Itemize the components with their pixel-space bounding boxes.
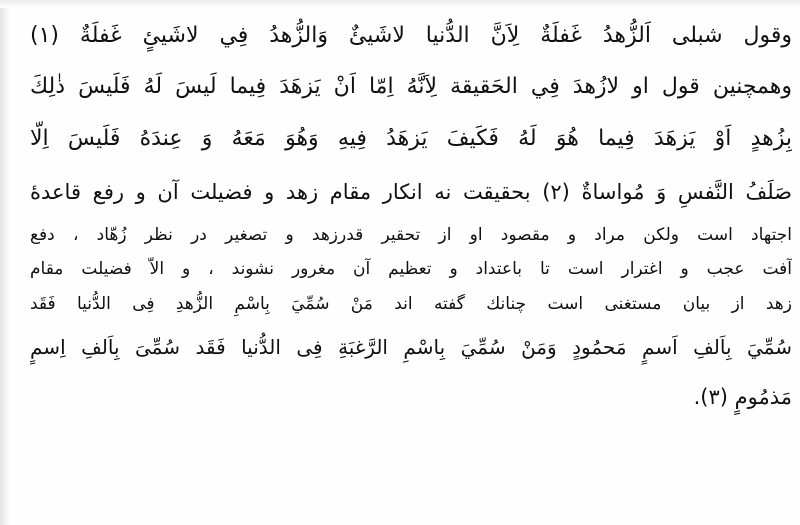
page-left-shadow bbox=[0, 0, 10, 525]
text-line-7: زهد از بيان مستغنى است چنانك گفته اند مَنْ سُمِّيَ بِاسْمِ الزُّهدِ فِى الدُّنيا فَقَد bbox=[30, 294, 792, 314]
text-line-4: صَلَفُ النَّفسِ وَ مُواساةٌ (٢) بحقيقت نه انكار مقام زهد و فضيلت آن و رفع قاعدهٔ bbox=[30, 180, 792, 204]
text-block bbox=[30, 10, 792, 422]
text-line-8: سُمِّيَ بِاَلفِ اَسمٍ مَحمُودٍ وَمَنْ سُمِّيَ بِاسْمِ الرَّغبَةِ فِى الدُّنيا فَقَد سُمِّىَ بِاَلفِ اِسمٍ bbox=[30, 335, 792, 359]
text-line-2: وهمچنين قول او لازُهدَ فِي الحَقيقة لِاَنَّهُ اِمّا اَنْ يَزهَدَ فِيما لَيسَ لَهُ فَلَيسَ ذٰلِكَ bbox=[30, 74, 792, 99]
text-line-9: مَذمُومٍ (٣). bbox=[693, 385, 792, 409]
bleed-through-text-bottom bbox=[150, 496, 790, 520]
text-line-1: وقول شبلى اَلزُّهدُ غَفلَةٌ لِاَنَّ الدُّنيا لاشَيئٌ وَالزُّهدُ فِي لاشَيئٍ غَفلَةٌ (١) bbox=[30, 23, 792, 48]
text-line-6: آفت عجب و اغترار است تا باعتداد و تعظيم آن مغرور نشوند ، و الاّ فضيلت مقام bbox=[30, 259, 792, 279]
text-line-3: بِزُهدٍ اَوْ يَزهَدَ فِيما هُوَ لَهُ فَكَيفَ يَزهَدُ فِيهِ وَهُوَ مَعَهُ وَ عِندَهُ فَلَيسَ اِلّا bbox=[30, 126, 792, 151]
text-line-5: اجتهاد است ولكن مراد و مقصود او از تحقير قدرزهد و تصغير در نظر زُهّاد ، دفع bbox=[30, 225, 792, 245]
